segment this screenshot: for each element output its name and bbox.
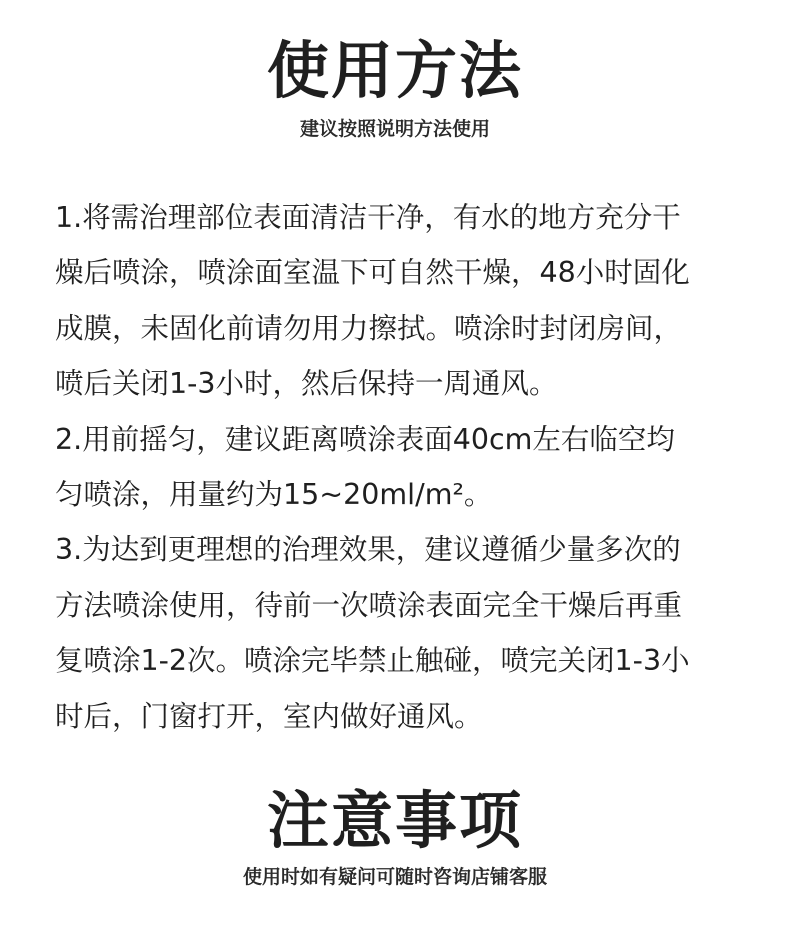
notes-title: 注意事项 [266,784,523,857]
instruction-line: 成膜，未固化前请勿用力擦拭。喷涂时封闭房间， [55,311,683,345]
instruction-line: 喷后关闭1-3小时，然后保持一周通风。 [55,367,558,401]
instruction-line: 方法喷涂使用，待前一次喷涂表面完全干燥后再重 [55,588,683,622]
usage-subtitle: 建议按照说明方法使用 [299,118,490,140]
instruction-line: 复喷涂1-2次。喷涂完毕禁止触碰，喷完关闭1-3小 [55,644,690,678]
usage-instructions [55,190,745,744]
instruction-line: 匀喷涂，用量约为15~20ml/m²。 [55,477,493,511]
instruction-line: 时后，门窗打开，室内做好通风。 [55,699,483,733]
instruction-line: 1.将需治理部位表面清洁干净，有水的地方充分干 [55,201,681,234]
instruction-line: 3.为达到更理想的治理效果，建议遵循少量多次的 [55,533,681,567]
usage-title: 使用方法 [266,34,523,107]
notes-subtitle: 使用时如有疑问可随时咨询店铺客服 [242,866,547,888]
instruction-line: 燥后喷涂，喷涂面室温下可自然干燥，48小时固化 [55,256,690,290]
instruction-line: 2.用前摇匀，建议距离喷涂表面40cm左右临空均 [55,422,675,456]
